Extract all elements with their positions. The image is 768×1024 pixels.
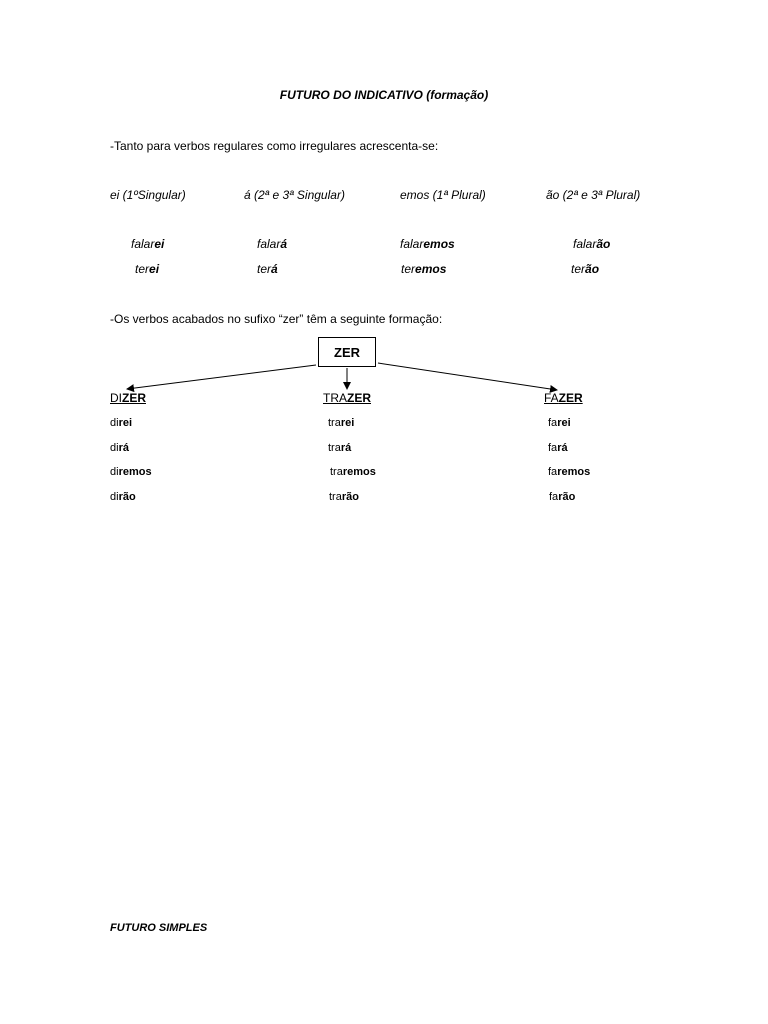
trazer-form-2: trará (328, 442, 352, 454)
fazer-form-3: faremos (548, 466, 591, 478)
example-teremos: teremos (401, 262, 447, 276)
fazer-form-1: farei (548, 417, 571, 429)
ending-1p: emos (1ª Plural) (400, 188, 486, 202)
trazer-form-3: traremos (330, 466, 376, 478)
ending-23s: á (2ª e 3ª Singular) (244, 188, 345, 202)
arrows-diagram (0, 0, 768, 420)
dizer-form-3: diremos (110, 466, 152, 478)
arrow-to-dizer (127, 365, 316, 389)
example-terei: terei (135, 262, 160, 276)
dizer-form-2: dirá (110, 442, 129, 454)
trazer-form-4: trarão (329, 491, 359, 503)
example-tera: terá (257, 262, 278, 276)
dizer-form-4: dirão (110, 491, 136, 503)
intro-text: -Tanto para verbos regulares como irregulares acrescenta-se: (110, 139, 439, 153)
example-falaremos: falaremos (400, 237, 455, 251)
dizer-form-1: direi (110, 417, 133, 429)
example-falara: falará (257, 237, 288, 251)
arrow-to-fazer (378, 363, 557, 390)
header-fazer: FAZER (544, 391, 583, 405)
example-falarao: falarão (573, 237, 611, 251)
fazer-form-2: fará (548, 442, 568, 454)
zer-box: ZER (318, 337, 376, 367)
example-terao: terão (571, 262, 600, 276)
ending-1s: ei (1ºSingular) (110, 188, 186, 202)
example-falarei: falarei (131, 237, 165, 251)
footer-heading: FUTURO SIMPLES (110, 922, 208, 934)
fazer-form-4: farão (549, 491, 576, 503)
trazer-form-1: trarei (328, 417, 355, 429)
ending-23p: ão (2ª e 3ª Plural) (546, 188, 641, 202)
header-trazer: TRAZER (323, 391, 371, 405)
page-title: FUTURO DO INDICATIVO (formação) (279, 88, 489, 102)
header-dizer: DIZER (110, 391, 146, 405)
zer-intro-text: -Os verbos acabados no sufixo “zer” têm a seguinte formação: (110, 312, 443, 326)
